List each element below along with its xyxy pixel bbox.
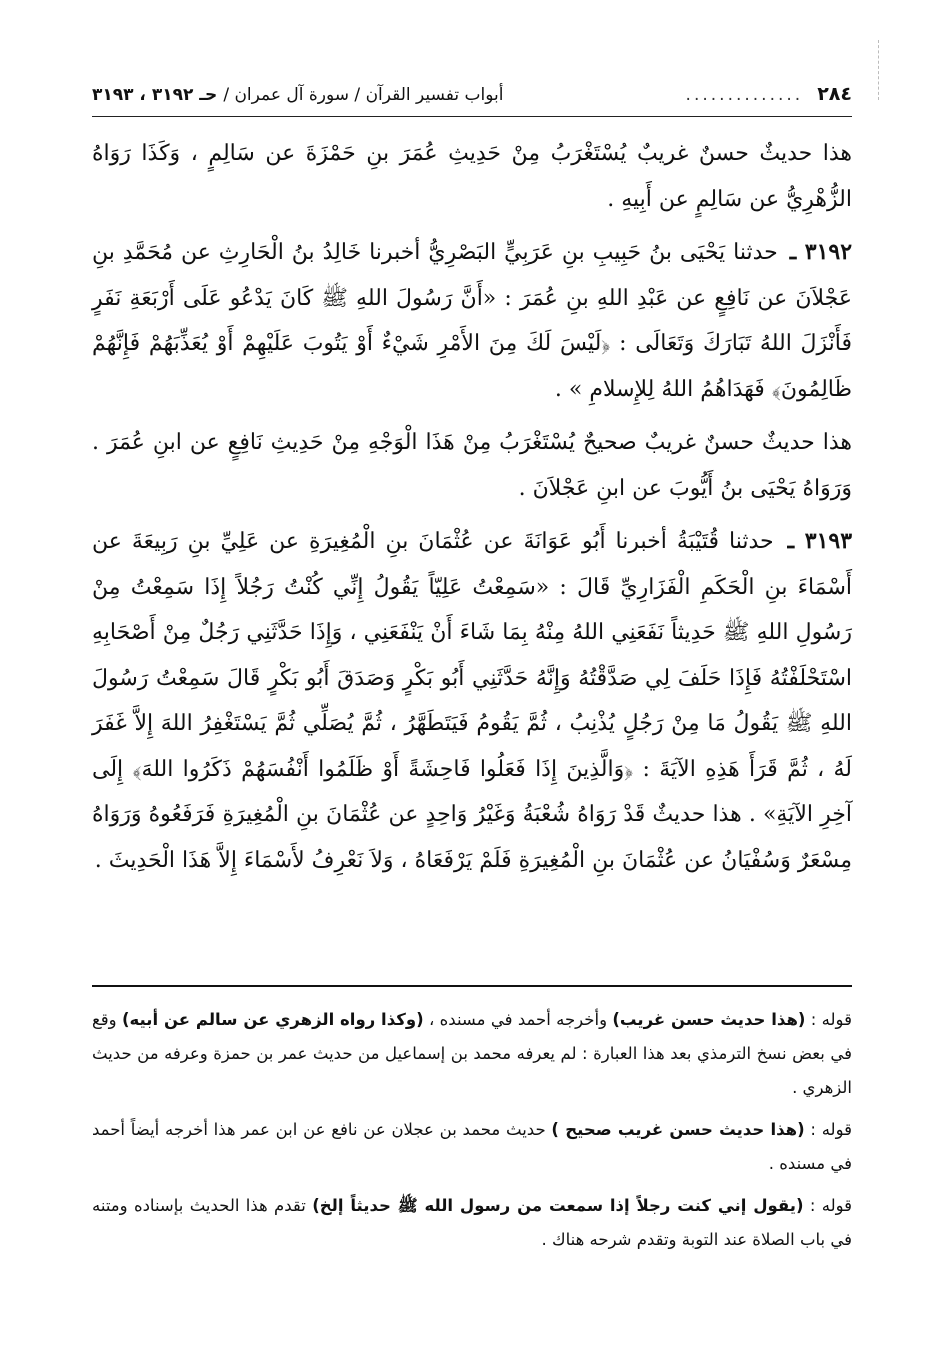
running-header bbox=[92, 80, 852, 117]
footnote-separator bbox=[92, 985, 852, 987]
note-3-quote: (يقول إني كنت رجلاً إذا سمعت من رسول الله ﷺ حديثاً إلخ) bbox=[312, 1196, 804, 1215]
note-1 bbox=[92, 1003, 852, 1105]
header-dots: .............. bbox=[685, 85, 804, 105]
note-3 bbox=[92, 1189, 852, 1257]
note-3-intro: قوله : bbox=[809, 1196, 853, 1215]
note-1-text: وأخرجه أحمد في مسنده ، bbox=[428, 1010, 608, 1029]
hadith-3193-text: حدثنا قُتَيْبَةُ أخبرنا أَبُو عَوَانَةَ عن عُثْمَانَ بنِ الْمُغِيرَةِ عن عَلِيِّ بنِ رَبِيعَةَ عن أَسْمَاءَ بنِ الْحَكَمِ الْفَزَارِيِّ قَالَ : «سَمِعْتُ عَلِيّاً يَقُولُ إِنِّي كُنْتُ رَجُلاً إِذَا سَمِعْتُ مِنْ رَسُولِ اللهِ ﷺ حَدِيثاً نَفَعَنِي اللهُ مِنْهُ بِمَا شَاءَ أَنْ يَنْفَعَنِي ، وَإِذَا حَدَّثَنِي رَجُلٌ مِنْ أَصْحَابِهِ اسْتَحْلَفْتُهُ فَإِذَا حَلَفَ لِي صَدَّقْتُهُ وَإِنَّهُ حَدَّثَنِي أَبُو بَكْرٍ وَصَدَقَ أَبُو بَكْرٍ قَالَ سَمِعْتُ رَسُولَ اللهِ ﷺ يَقُولُ مَا مِنْ رَجُلٍ يُذْنِبُ ، ثُمَّ يَقُومُ فَيَتَطَهَّرُ ، ثُمَّ يُصَلِّي ثُمَّ يَسْتَغْفِرُ اللهَ إِلاَّ غَفَرَ لَهُ ، ثُمَّ قَرَأَ هَذِهِ الآيَةَ : ﴿وَالَّذِينَ إِذَا فَعَلُوا فَاحِشَةً أَوْ ظَلَمُوا أَنْفُسَهُمْ ذَكَرُوا اللهَ﴾ إِلَى آخِرِ الآيَةِ» . هذا حديثٌ قَدْ رَوَاهُ شُعْبَةُ وَغَيْرُ وَاحِدٍ عن عُثْمَانَ بنِ الْمُغِيرَةِ فَرَفَعُوهُ وَرَوَاهُ مِسْعَرٌ وَسُفْيَانُ عن عُثْمَانَ بنِ الْمُغِيرَةِ فَلَمْ يَرْفَعَاهُ ، وَلاَ نَعْرِفُ لأَسْمَاءَ إِلاَّ هَذَا الْحَدِيثَ . bbox=[92, 529, 852, 873]
paragraph-grading-2 bbox=[92, 420, 852, 511]
paragraph-grading-2-text: هذا حديثٌ حسنٌ غريبٌ صحيحٌ يُسْتَغْرَبُ مِنْ هَذَا الْوَجْهِ مِنْ حَدِيثِ نَافِعٍ عن ابنِ عُمَرَ . وَرَوَاهُ يَحْيَى بنُ أَيُّوبَ عن ابنِ عَجْلاَنَ . bbox=[92, 430, 852, 501]
paragraph-grading-1 bbox=[92, 131, 852, 222]
hadith-number-3193: ٣١٩٣ ـ bbox=[787, 528, 853, 554]
paragraph-grading-1-text: هذا حديثٌ حسنٌ غريبٌ يُسْتَغْرَبُ مِنْ حَدِيثِ عُمَرَ بنِ حَمْزَةَ عن سَالِمٍ ، وَكَذَا رَوَاهُ الزُّهْرِيُّ عن سَالِمٍ عن أَبِيهِ . bbox=[92, 141, 852, 212]
hadith-3192-text: حدثنا يَحْيَى بنُ حَبِيبِ بنِ عَرَبِيٍّ البَصْرِيُّ أخبرنا خَالِدُ بنُ الْحَارِثِ عن مُحَمَّدِ بنِ عَجْلاَنَ عن نَافِعٍ عن عَبْدِ اللهِ بنِ عُمَرَ : «أَنَّ رَسُولَ اللهِ ﷺ كَانَ يَدْعُو عَلَى أَرْبَعَةِ نَفَرٍ فَأَنْزَلَ اللهُ تَبَارَكَ وَتَعَالَى : ﴿لَيْسَ لَكَ مِنَ الأَمْرِ شَيْءٌ أَوْ يَتُوبَ عَلَيْهِمْ أَوْ يُعَذِّبَهُمْ فَإِنَّهُمْ ظَالِمُونَ﴾ فَهَدَاهُمُ اللهُ لِلإِسلامِ » . bbox=[92, 240, 852, 402]
note-2-text: حديث محمد بن عجلان عن نافع عن ابن عمر هذا أخرجه أيضاً أحمد في مسنده . bbox=[92, 1120, 852, 1173]
note-2 bbox=[92, 1113, 852, 1181]
note-1-quote: (هذا حديث حسن غريب) bbox=[612, 1010, 806, 1029]
note-2-quote: (هذا حديث حسن غريب صحيح ) bbox=[551, 1120, 805, 1139]
note-1-intro: قوله : bbox=[810, 1010, 852, 1029]
hadith-number-3192: ٣١٩٢ ـ bbox=[789, 239, 853, 265]
hadith-3193 bbox=[92, 519, 852, 883]
header-title: أبواب تفسير القرآن / سورة آل عمران / bbox=[223, 85, 504, 105]
note-1-text-2: وقع في بعض نسخ الترمذي بعد هذا العبارة : لم يعرفه محمد بن إسماعيل من حديث عمر بن حمزة وعرفه من حديث الزهري . bbox=[92, 1010, 852, 1097]
note-1-quote-2: (وكذا رواه الزهري عن سالم عن أبيه) bbox=[121, 1010, 424, 1029]
page-edge-mark bbox=[878, 40, 880, 100]
commentary-notes bbox=[92, 1003, 852, 1265]
header-hadith-range: حـ ٣١٩٢ ، ٣١٩٣ bbox=[92, 85, 218, 105]
hadith-3192 bbox=[92, 230, 852, 412]
page-main bbox=[92, 80, 852, 891]
note-2-intro: قوله : bbox=[810, 1120, 852, 1139]
note-3-text: تقدم هذا الحديث بإسناده ومتنه في باب الصلاة عند التوبة وتقدم شرحه هناك . bbox=[92, 1196, 852, 1249]
page-number: ٢٨٤ bbox=[817, 83, 852, 105]
